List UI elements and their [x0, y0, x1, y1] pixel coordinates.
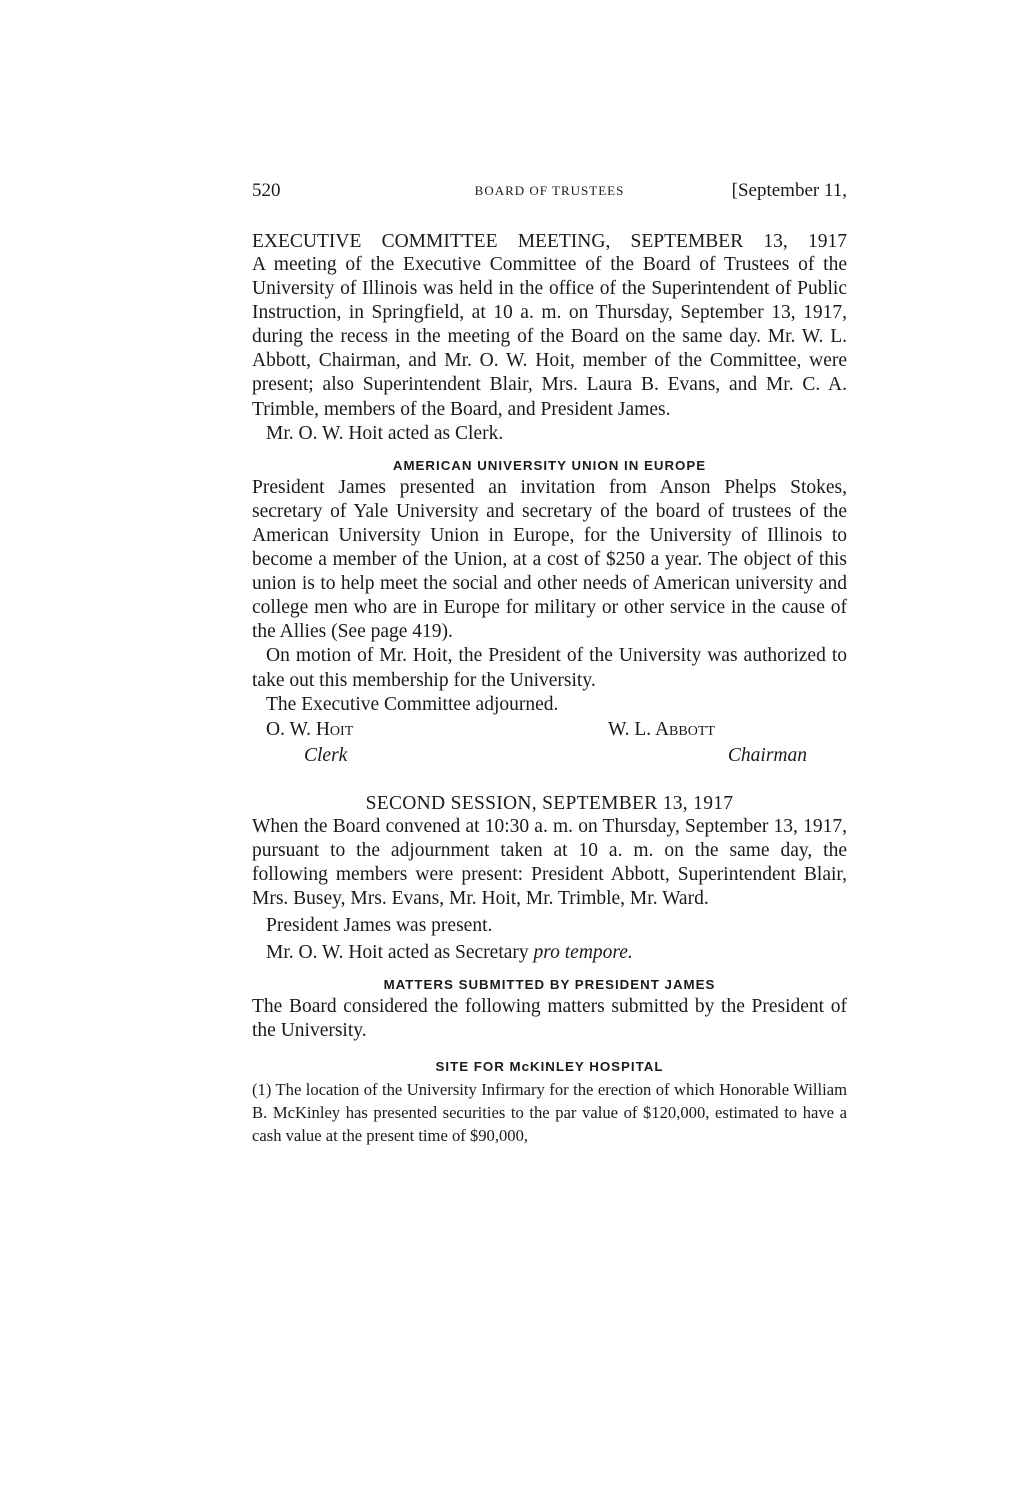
clerk-title: Clerk	[304, 744, 348, 766]
union-paragraph: President James presented an invitation from Anson Phelps Stokes, secretary of Yale University and secretary of the board of trustees of the American University Union in Europe, for the University of Illinois to become a member of the Union, at a cost of $250 a year. The object of this union is to help meet the social and other needs of American university and college men who are in Europe for military or other service in the cause of the Allies (See page 419).	[252, 476, 847, 643]
running-date: [September 11,	[731, 180, 847, 201]
matters-subheading: MATTERS SUBMITTED BY PRESIDENT JAMES	[383, 977, 716, 993]
chairman-name: W. L. Abbott	[608, 718, 715, 740]
motion-paragraph: On motion of Mr. Hoit, the President of the University was authorized to take out this membership for the University.	[252, 645, 847, 691]
secretary-line-text: Mr. O. W. Hoit acted as Secretary	[266, 942, 534, 964]
running-title: BOARD OF TRUSTEES	[474, 183, 625, 198]
signature-block	[252, 719, 847, 771]
hospital-subheading: SITE FOR McKINLEY HOSPITAL	[435, 1059, 664, 1075]
second-session-heading: SECOND SESSION, SEPTEMBER 13, 1917	[365, 792, 734, 814]
adjourned-line: The Executive Committee adjourned.	[266, 693, 559, 715]
chairman-title: Chairman	[727, 744, 807, 766]
union-subheading: AMERICAN UNIVERSITY UNION IN EUROPE	[392, 457, 707, 473]
running-head	[252, 180, 847, 210]
hospital-paragraph: (1) The location of the University Infirmary for the erection of which Honorable William B. McKinley has presented securities to the par value of $120,000, estimated to have a cash value at the present time of $90,000,	[252, 1080, 847, 1146]
second-session-paragraph: When the Board convened at 10:30 a. m. on Thursday, September 13, 1917, pursuant to the adjournment taken at 10 a. m. on the same day, the following members were present: President Abbott, Superintendent Blair, Mrs. Busey, Mrs. Evans, Mr. Hoit, Mr. Trimble, Mr. Ward.	[252, 815, 847, 909]
executive-meeting-heading: EXECUTIVE COMMITTEE MEETING, SEPTEMBER 13, 1917	[252, 231, 847, 252]
page-number: 520	[252, 180, 281, 201]
president-present-line: President James was present.	[266, 915, 493, 937]
page-body	[252, 228, 847, 1147]
pro-tempore: pro tempore.	[533, 942, 633, 964]
matters-paragraph: The Board considered the following matters submitted by the President of the University.	[252, 996, 847, 1042]
executive-meeting-paragraph: A meeting of the Executive Committee of the Board of Trustees of the University of Illinois was held in the office of the Superintendent of Public Instruction, in Springfield, at 10 a. m. on Thursday, September 13, 1917, during the recess in the meeting of the Board on the same day. Mr. W. L. Abbott, Chairman, and Mr. O. W. Hoit, member of the Committee, were present; also Superintendent Blair, Mrs. Laura B. Evans, and Mr. C. A. Trimble, members of the Board, and President James.	[252, 254, 847, 420]
secretary-line	[252, 941, 847, 965]
clerk-line: Mr. O. W. Hoit acted as Clerk.	[266, 422, 504, 444]
clerk-name: O. W. Hoit	[266, 718, 354, 740]
